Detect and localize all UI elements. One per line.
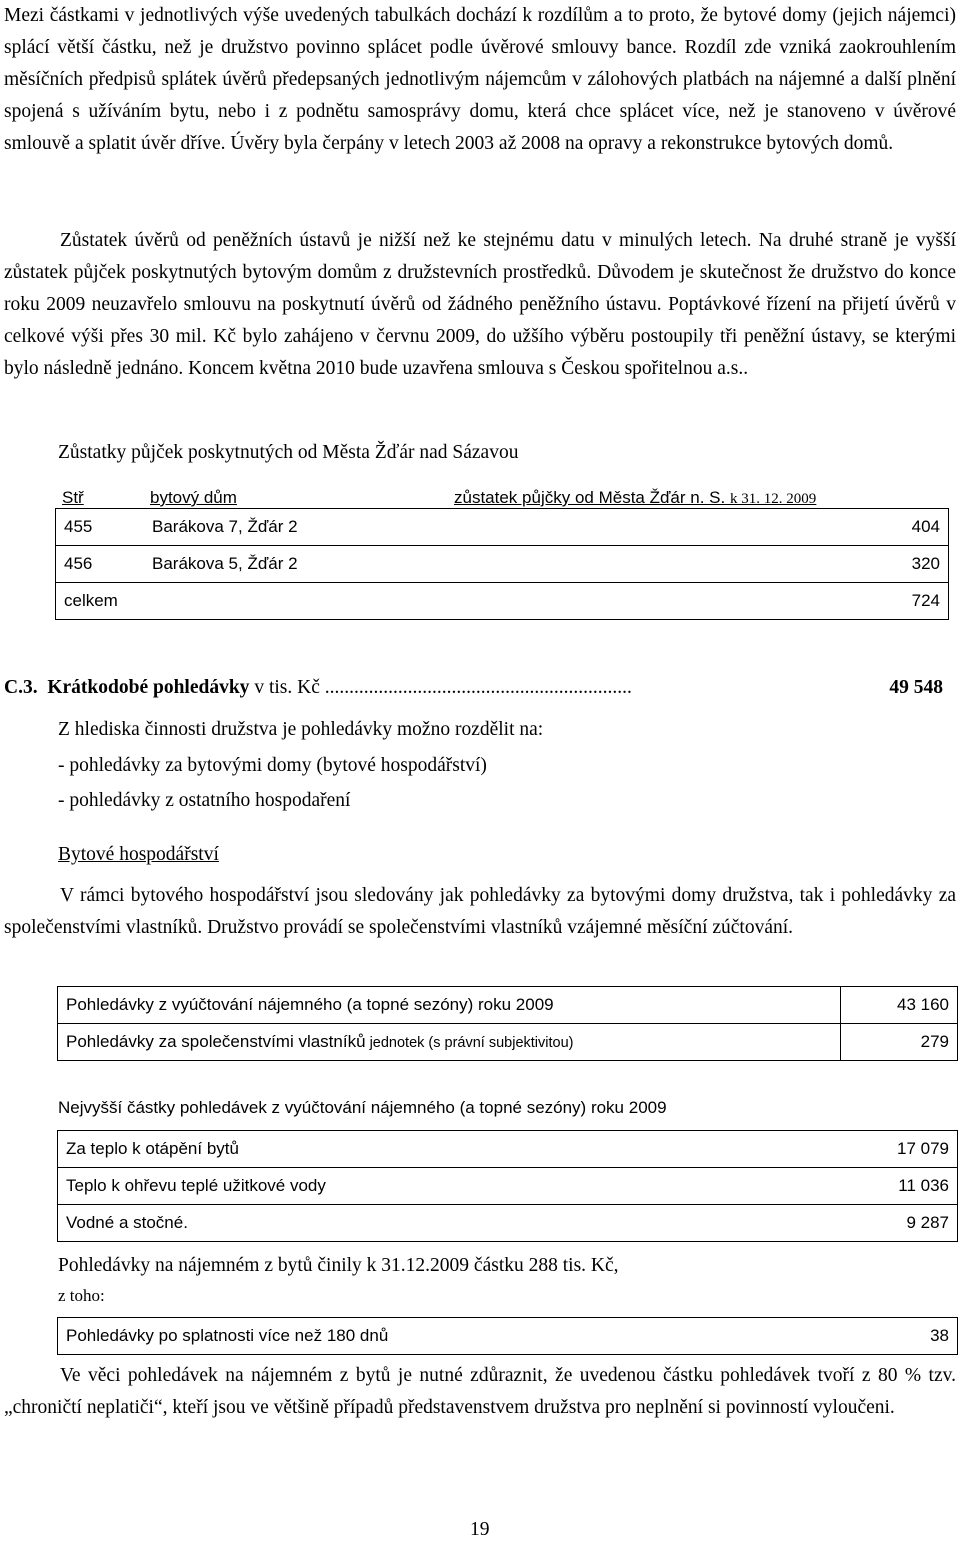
paragraph-chronic-nonpayers: Ve věci pohledávek na nájemném z bytů je nutné zdůraznit, že uvedenou částku pohledávek tvoří z 80 % tzv. „chroničtí neplatiči“, kteří jsou ve většině případů představenstvem družstva pro neplnění si povinností vyloučeni. [4,1365,956,1418]
loans-table-header [58,480,948,508]
cell-value: 38 [841,1318,958,1355]
cell-value: 9 287 [841,1205,958,1242]
cell-label [58,987,841,1024]
receivables-table [57,986,958,1061]
table-row [56,583,949,620]
cell-label: Pohledávky po splatnosti více než 180 dnů [58,1318,842,1355]
paragraph-loan-differences: Mezi částkami v jednotlivých výše uvedených tabulkách dochází k rozdílům a to proto, že bytové domy (jejich nájemci) splácí větší částku, než je družstvo povinno splácet podle úvěrové smlouvy bance. Rozdíl zde vzniká zaokrouhlením měsíčních předpisů splátek úvěrů předepsaných jednotlivým nájemcům v zálohových platbách na nájemné a další plnění spojená s užíváním bytu, nebo i z podnětu samosprávy domu, která chce splácet více, než je stanoveno v úvěrové smlouvě a splatit úvěr dříve. Úvěry byla čerpány v letech 2003 až 2008 na opravy a rekonstrukce bytových domů. [4,5,956,154]
cell-value: 11 036 [841,1168,958,1205]
rent-of-which: z toho: [58,1286,105,1305]
loans-table [55,508,949,620]
cell-value: 320 [774,546,949,583]
header-col-balance-label: zůstatek půjčky od Města Žďár n. S. [454,488,726,507]
table-row [58,1131,958,1168]
section-heading-c3 [4,672,949,704]
split-intro: Z hlediska činnosti družstva je pohledávky možno rozdělit na: [58,719,544,740]
cell-house: Barákova 5, Žďár 2 [144,546,774,583]
highest-amounts-title: Nejvyšší částky pohledávek z vyúčtování nájemného (a topné sezóny) roku 2009 [58,1098,667,1117]
header-col-str: Stř [62,488,84,507]
table-row [58,1318,958,1355]
cell-value: 43 160 [841,987,958,1024]
cell-house: Barákova 7, Žďár 2 [144,509,774,546]
cell-value: 17 079 [841,1131,958,1168]
section-total: 49 548 [889,677,943,698]
cell-label: Za teplo k otápění bytů [58,1131,842,1168]
section-title: Krátkodobé pohledávky [47,677,250,698]
list-item: - pohledávky za bytovými domy (bytové hospodářství) [58,755,487,776]
rent-receivables-line: Pohledávky na nájemném z bytů činily k 31.12.2009 částku 288 tis. Kč, [58,1255,619,1276]
table-row [58,987,958,1024]
cell-label-text: Pohledávky za společenstvími vlastníků [66,1031,366,1051]
cell-label-note: jednotek (s právní subjektivitou) [365,1034,574,1051]
cell-total-value: 724 [774,583,949,620]
paragraph-loan-balance: Zůstatek úvěrů od peněžních ústavů je nižší než ke stejnému datu v minulých letech. Na druhé straně je vyšší zůstatek půjček poskytnutých bytovým domům z družstevních prostředků. Důvodem je skutečnost že družstvo do konce roku 2009 neuzavřelo smlouvu na poskytnutí úvěrů od žádného peněžního ústavu. Poptávkové řízení na přijetí úvěrů v celkové výši přes 30 mil. Kč bylo zahájeno v červnu 2009, do užšího výběru postoupily tři peněžní ústavy, se kterými bylo následně jednáno. Koncem května 2010 bude uzavřena smlouva s Českou spořitelnou a.s.. [4,230,956,379]
cell-str: 455 [56,509,145,546]
cell-str: 456 [56,546,145,583]
table-row [58,1168,958,1205]
cell-house [144,583,774,620]
overdue-table [57,1317,958,1355]
section-dots: ............................................................... [324,677,632,698]
cell-label [58,1024,841,1061]
header-col-balance-date: k 31. 12. 2009 [729,491,817,507]
cell-label: Vodné a stočné. [58,1205,842,1242]
page-number: 19 [470,1519,490,1540]
cell-total-label: celkem [56,583,145,620]
cell-label: Teplo k ohřevu teplé užitkové vody [58,1168,842,1205]
highest-amounts-table [57,1130,958,1242]
list-item: - pohledávky z ostatního hospodaření [58,790,351,811]
section-unit: v tis. Kč [254,677,320,698]
cell-label-text: Pohledávky z vyúčtování nájemného (a topné sezóny) roku 2009 [66,995,554,1014]
table-row [58,1024,958,1061]
table-row [56,509,949,546]
section-number: C.3. [4,677,38,698]
paragraph-housing: V rámci bytového hospodářství jsou sledovány jak pohledávky za bytovými domy družstva, tak i pohledávky za společenstvími vlastníků. Družstvo provádí se společenstvími vlastníků vzájemné měsíční zúčtování. [4,885,956,938]
housing-heading: Bytové hospodářství [58,844,219,865]
table-row [56,546,949,583]
cell-value: 404 [774,509,949,546]
header-col-house: bytový dům [150,488,237,507]
cell-value: 279 [841,1024,958,1061]
table-row [58,1205,958,1242]
loans-table-title: Zůstatky půjček poskytnutých od Města Žďár nad Sázavou [58,442,519,463]
